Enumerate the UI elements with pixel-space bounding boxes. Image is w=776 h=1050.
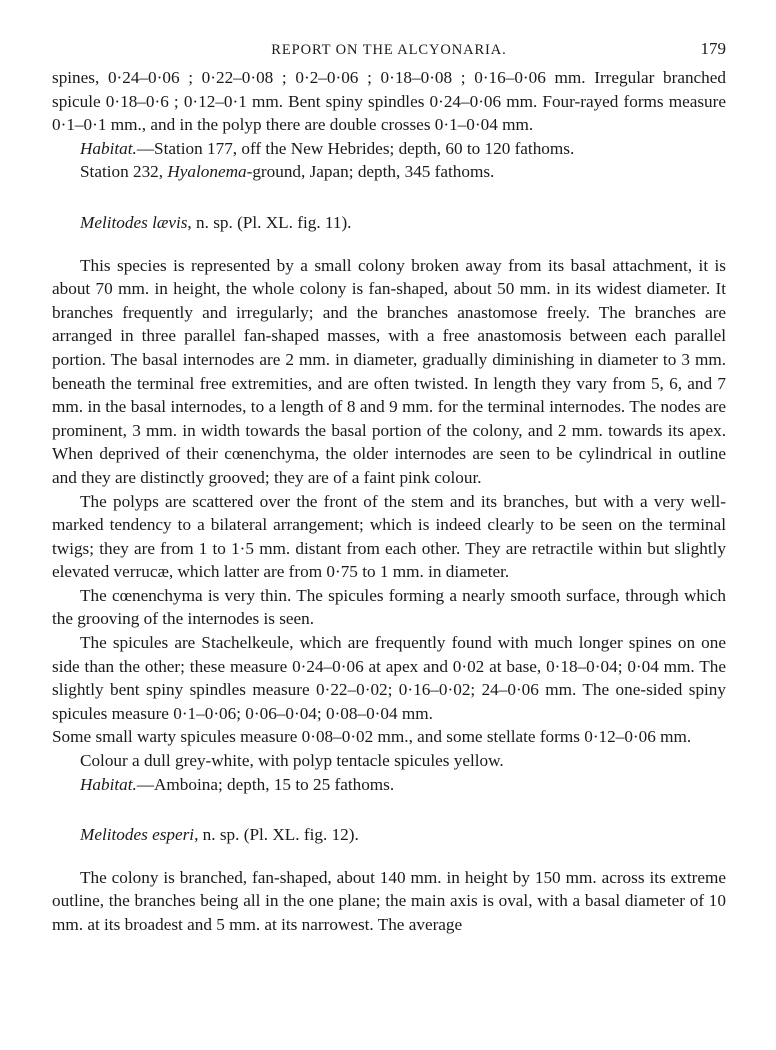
paragraph: The colony is branched, fan-shaped, about 140 mm. in height by 150 mm. across its extreme outline, the branches being all in the one plane; the main axis is oval, with a basal diameter of 10 mm. at its broadest and 5 mm. at its narrowest. The average: [52, 867, 726, 934]
species-name: Melitodes esperi: [80, 825, 195, 845]
species-suffix: , n. sp. (Pl. XL. fig. 12).: [194, 825, 359, 845]
species-heading-esperi: [52, 823, 726, 847]
paragraph: This species is represented by a small colony broken away from its basal attachment, it is about 70 mm. in height, the whole colony is fan-shaped, about 50 mm. in its widest diameter. It branches frequently and irregularly; and the branches anastomose freely. The branches are arranged in three parallel fan-shaped masses, with a free anastomosis between each parallel portion. The basal internodes are 2 mm. in diameter, gradually diminishing in diameter to 3 mm. beneath the terminal free extremities, and are often twisted. In length they vary from 5, 6, and 7 mm. in the basal internodes, to a length of 8 and 9 mm. for the terminal internodes. The nodes are prominent, 3 mm. in width towards the basal portion of the colony, and 2 mm. towards its apex. When deprived of their cœnenchyma, the older internodes are seen to be cylindrical in outline and they are distinctly grooved; they are of a faint pink colour.: [52, 255, 726, 487]
document-page: [52, 36, 726, 937]
habitat-line: [52, 137, 726, 161]
habitat-line: [52, 773, 726, 797]
continued-paragraph: spines, 0·24–0·06 ; 0·22–0·08 ; 0·2–0·06 ; 0·18–0·08 ; 0·16–0·06 mm. Irregular branched spicule 0·18–0·6 ; 0·12–0·1 mm. Bent spiny spindles 0·24–0·06 mm. Four-rayed forms measure 0·1–0·1 mm., and in the polyp there are double crosses 0·1–0·04 mm.: [52, 68, 726, 135]
species-name: Melitodes lævis: [80, 212, 188, 232]
habitat-text: —Amboina; depth, 15 to 25 fathoms.: [136, 774, 395, 794]
habitat-label: Habitat.: [80, 138, 137, 158]
paragraph: The cœnenchyma is very thin. The spicules forming a nearly smooth surface, through which the grooving of the internodes is seen.: [52, 585, 726, 629]
station-line: [52, 160, 726, 184]
habitat-text: —Station 177, off the New Hebrides; depth, 60 to 120 fathoms.: [136, 138, 575, 158]
station-pre: Station 232,: [80, 162, 168, 182]
paragraph: The spicules are Stachelkeule, which are frequently found with much longer spines on one side than the other; these measure 0·24–0·06 at apex and 0·02 at base, 0·18–0·04; 0·04 mm. The slightly bent spiny spindles measure 0·22–0·02; 0·16–0·02; 24–0·06 mm. The one-sided spiny spicules measure 0·1–0·06; 0·06–0·04; 0·08–0·04 mm.: [52, 633, 726, 723]
station-post: -ground, Japan; depth, 345 fathoms.: [246, 162, 495, 182]
species-heading-laevis: [52, 211, 726, 235]
paragraph: The polyps are scattered over the front of the stem and its branches, but with a very well-marked tendency to a bilateral arrangement; which is indeed clearly to be seen on the terminal twigs; they are from 1 to 1·5 mm. distant from each other. They are retractile within but slightly elevated verrucæ, which latter are from 0·75 to 1 mm. in diameter.: [52, 491, 726, 582]
paragraph: Some small warty spicules measure 0·08–0·02 mm., and some stellate forms 0·12–0·06 mm.: [52, 727, 692, 747]
station-genus: Hyalonema: [167, 162, 247, 182]
paragraph: Colour a dull grey-white, with polyp tentacle spicules yellow.: [80, 751, 504, 771]
habitat-label: Habitat.: [80, 774, 137, 794]
running-title: REPORT ON THE ALCYONARIA.: [271, 42, 507, 58]
page-number: 179: [700, 39, 726, 58]
running-header: [52, 36, 726, 66]
species-suffix: , n. sp. (Pl. XL. fig. 11).: [187, 212, 352, 232]
